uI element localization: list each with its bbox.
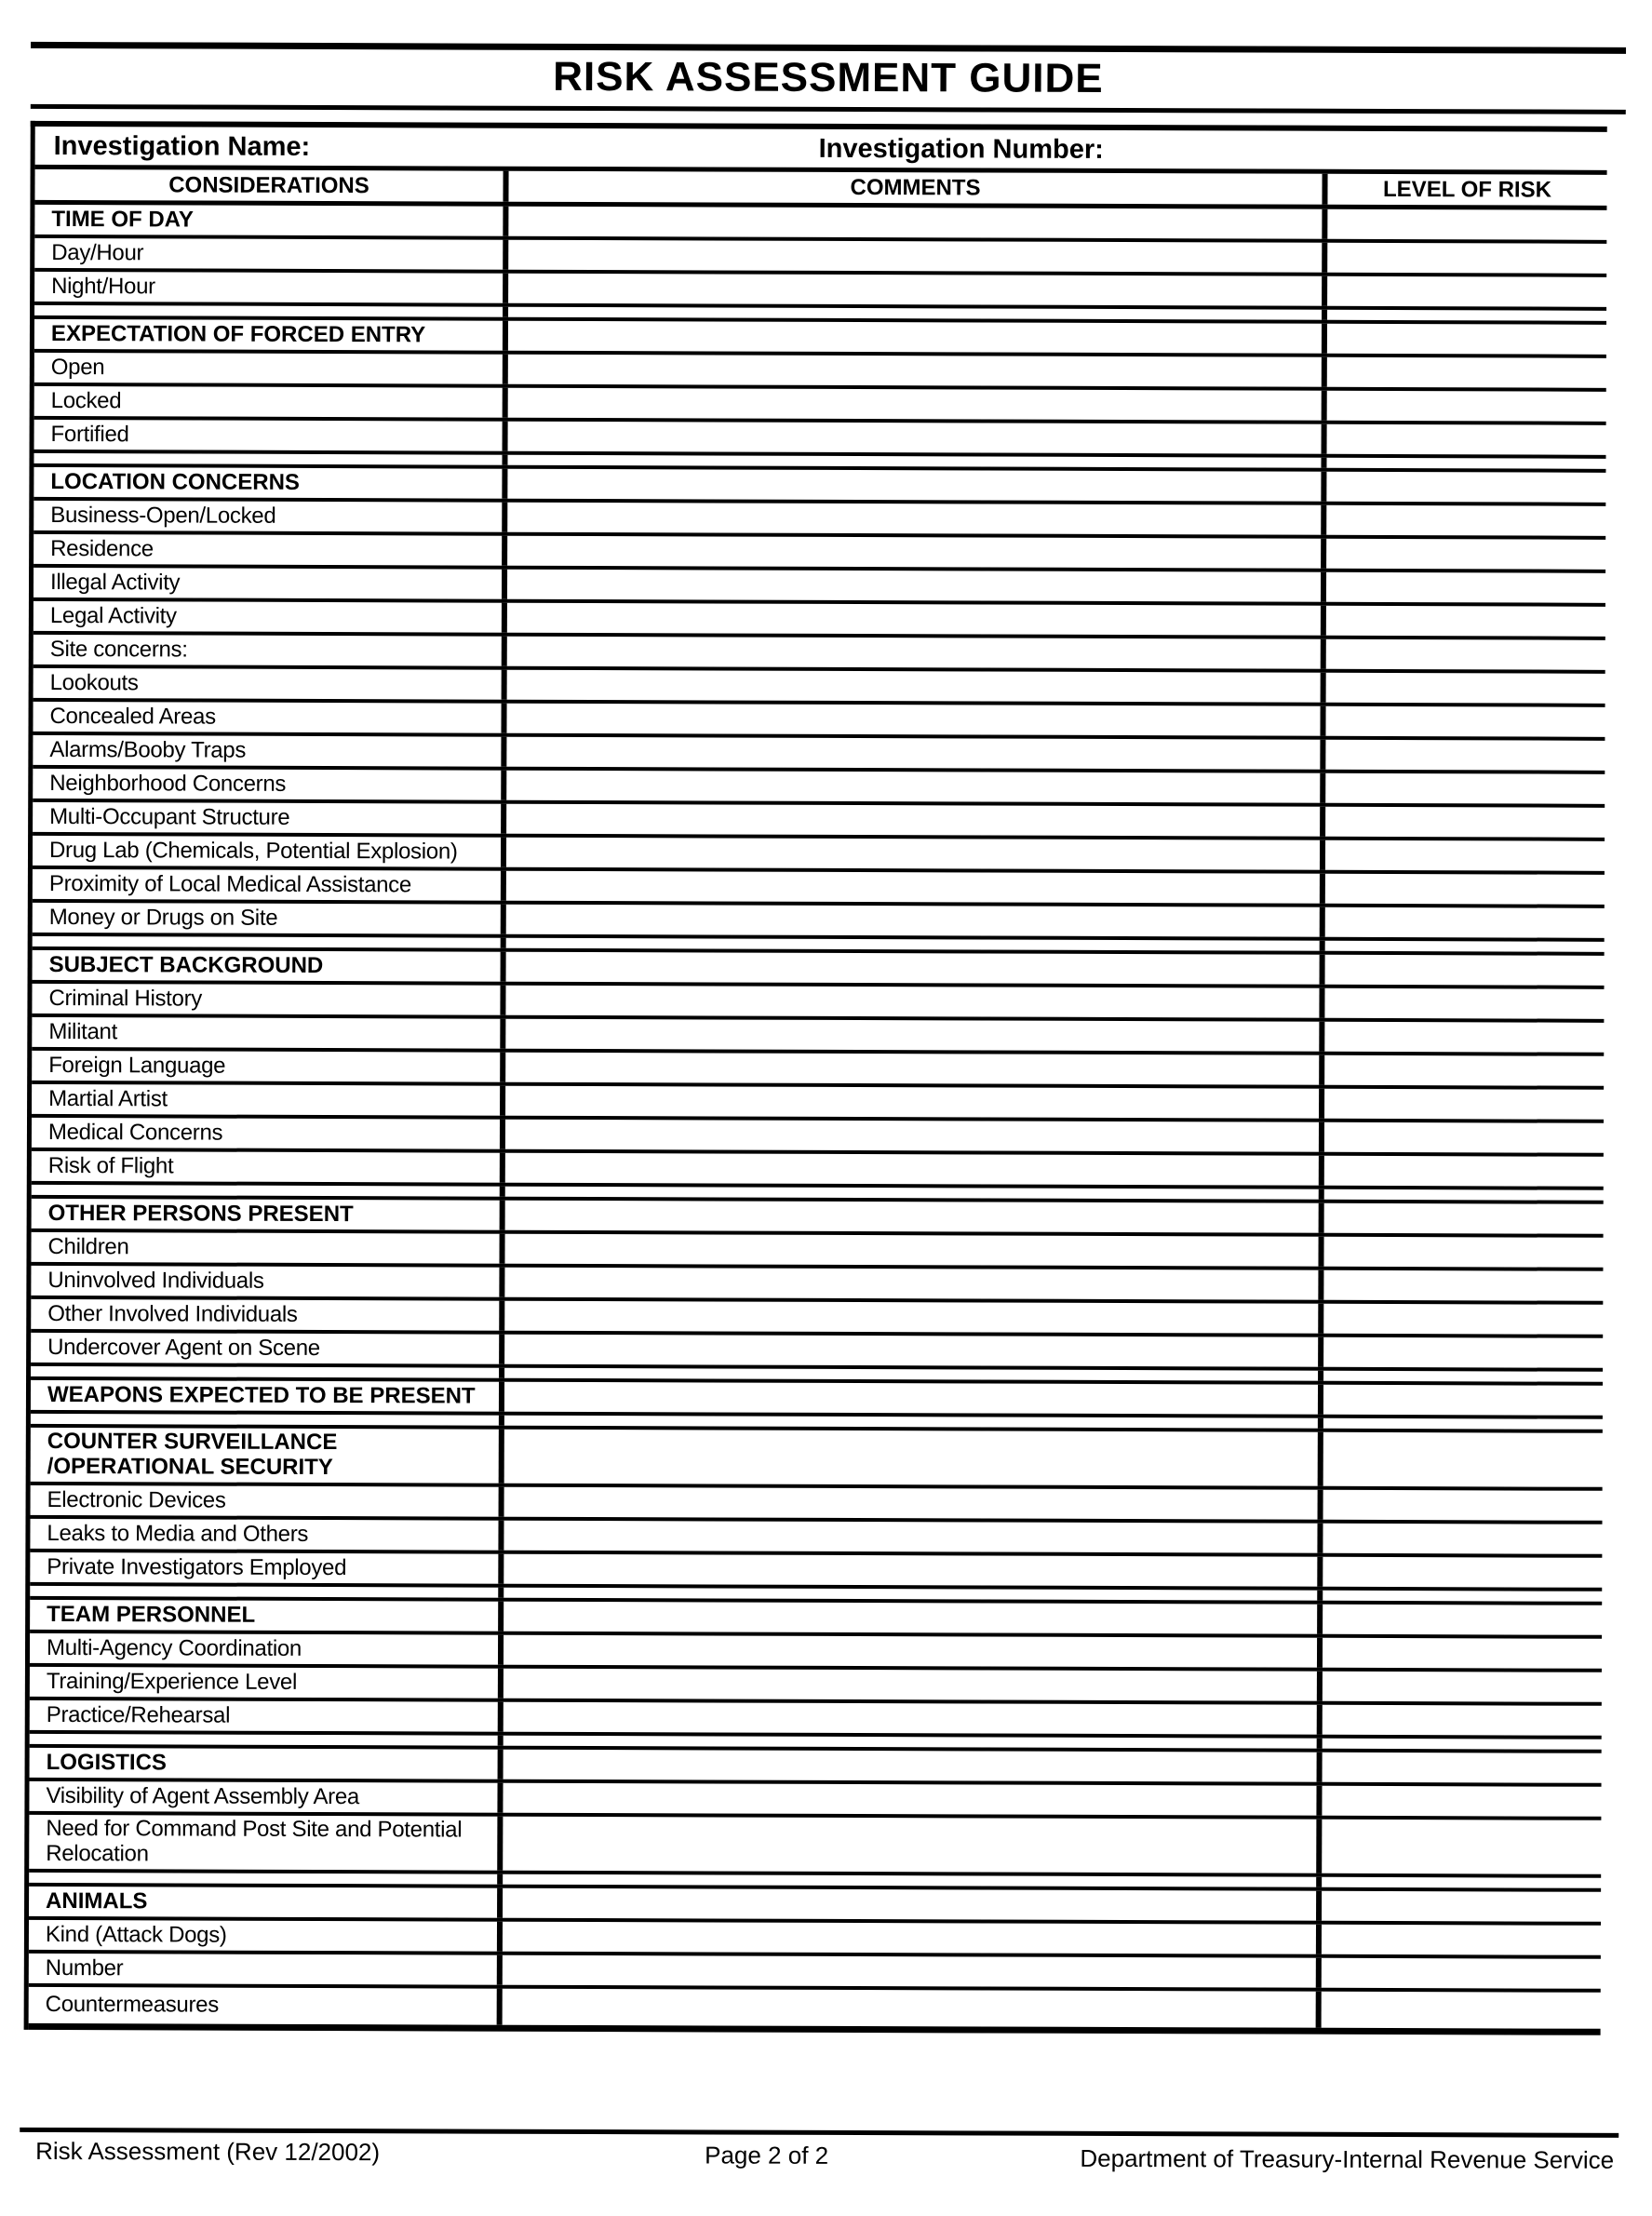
level-of-risk-cell [1326, 673, 1605, 704]
section-row [30, 1748, 1602, 1787]
considerations-label: Site concerns: [49, 636, 188, 663]
considerations-cell [30, 1734, 504, 1746]
considerations-label: Visibility of Agent Assembly Area [46, 1782, 360, 1809]
considerations-cell [31, 1266, 504, 1297]
investigation-row [35, 127, 1607, 175]
comments-cell [504, 1268, 1323, 1300]
considerations-cell [32, 1017, 505, 1049]
considerations-cell [34, 568, 507, 599]
item-row [29, 1815, 1601, 1878]
comments-cell [504, 1368, 1323, 1381]
level-of-risk-cell [1327, 276, 1606, 307]
considerations-cell [34, 467, 507, 499]
comments-cell [507, 469, 1326, 502]
comments-cell [508, 307, 1327, 320]
level-of-risk-cell [1324, 1189, 1604, 1201]
section-row [34, 467, 1605, 506]
considerations-label: Uninvolved Individuals [47, 1267, 264, 1294]
comments-cell [505, 986, 1324, 1018]
considerations-label: Fortified [50, 421, 129, 447]
considerations-cell [31, 1299, 504, 1331]
level-of-risk-cell [1325, 840, 1605, 871]
level-of-risk-cell [1327, 391, 1606, 422]
level-of-risk-cell [1323, 1385, 1603, 1416]
considerations-label: Medical Concerns [47, 1119, 223, 1146]
comments-cell [506, 704, 1325, 736]
comments-cell [505, 1153, 1324, 1186]
considerations-cell [32, 1151, 505, 1183]
level-of-risk-cell [1324, 1156, 1604, 1187]
considerations-cell [31, 1333, 504, 1364]
comments-cell [507, 603, 1326, 636]
item-row [29, 1920, 1601, 1959]
comments-cell [508, 388, 1327, 421]
level-of-risk-cell [1327, 209, 1606, 240]
comments-cell [506, 838, 1325, 870]
considerations-label: Leaks to Media and Others [47, 1520, 309, 1547]
level-of-risk-cell [1322, 1925, 1601, 1955]
level-of-risk-cell [1324, 1089, 1604, 1120]
item-row [34, 501, 1605, 540]
level-of-risk-cell [1323, 1432, 1603, 1487]
comments-cell [504, 1487, 1323, 1520]
considerations-cell [34, 668, 507, 700]
level-of-risk-cell [1326, 539, 1605, 570]
comments-cell [505, 1053, 1324, 1085]
considerations-cell [34, 420, 508, 451]
comments-cell [508, 321, 1327, 354]
considerations-cell [29, 1873, 503, 1885]
considerations-cell [31, 1485, 504, 1517]
item-row [33, 869, 1605, 908]
level-of-risk-cell [1323, 1753, 1602, 1783]
considerations-cell [33, 950, 506, 982]
comments-cell [503, 1783, 1322, 1816]
comments-cell [504, 1736, 1323, 1749]
considerations-label: Undercover Agent on Scene [47, 1334, 320, 1361]
considerations-cell [30, 1667, 504, 1699]
considerations-label: TIME OF DAY [51, 206, 194, 233]
considerations-cell [30, 1600, 504, 1632]
level-of-risk-cell [1326, 472, 1605, 503]
footer-agency: Department of Treasury-Internal Revenue Service [1080, 2143, 1615, 2174]
footer-rule [20, 2128, 1618, 2138]
level-of-risk-cell [1327, 243, 1606, 274]
section-row [33, 950, 1605, 989]
considerations-cell [33, 869, 506, 901]
comments-cell [508, 422, 1327, 454]
considerations-label: Foreign Language [48, 1052, 226, 1079]
considerations-label: LOGISTICS [46, 1749, 167, 1775]
considerations-cell [30, 1552, 504, 1584]
considerations-cell [30, 1519, 504, 1551]
considerations-cell [34, 319, 508, 351]
item-row [34, 568, 1605, 607]
level-of-risk-cell [1325, 874, 1605, 905]
level-of-risk-cell [1324, 988, 1604, 1019]
considerations-cell [32, 984, 505, 1015]
section-row [34, 319, 1606, 358]
considerations-label: Criminal History [48, 985, 203, 1012]
comments-cell [506, 771, 1325, 803]
comments-cell [507, 637, 1326, 669]
investigation-name-label: Investigation Name: [53, 130, 311, 162]
considerations-cell [30, 1748, 504, 1780]
considerations-label: Risk of Flight [47, 1152, 174, 1179]
page-title: RISK ASSESSMENT GUIDE [553, 53, 1104, 101]
considerations-cell [31, 1232, 504, 1264]
considerations-label: COUNTER SURVEILLANCE /OPERATIONAL SECURITY [47, 1429, 338, 1481]
item-row [30, 1700, 1602, 1739]
comments-cell [506, 938, 1325, 951]
considerations-label: SUBJECT BACKGROUND [48, 951, 324, 978]
level-of-risk-cell [1322, 1958, 1601, 1989]
level-of-risk-cell [1323, 1237, 1603, 1268]
comments-cell [503, 1817, 1322, 1874]
considerations-label: Martial Artist [48, 1085, 168, 1111]
level-of-risk-cell [1323, 1672, 1602, 1702]
considerations-cell [33, 936, 506, 948]
considerations-label: Lookouts [49, 669, 139, 695]
item-row [33, 769, 1605, 808]
level-of-risk-cell [1323, 1739, 1602, 1750]
considerations-cell [29, 1920, 503, 1952]
comments-cell [503, 1922, 1322, 1954]
section-row [29, 1887, 1601, 1926]
level-of-risk-cell [1325, 907, 1605, 938]
level-of-risk-cell [1322, 1877, 1601, 1888]
level-of-risk-cell [1323, 1490, 1603, 1521]
item-row [30, 1667, 1602, 1706]
item-row [32, 984, 1604, 1023]
column-header-row [34, 169, 1606, 210]
considerations-label: WEAPONS EXPECTED TO BE PRESENT [47, 1381, 476, 1409]
comments-cell [505, 1019, 1324, 1052]
comments-cell [508, 207, 1327, 239]
item-row [34, 534, 1605, 573]
considerations-label: Legal Activity [49, 602, 177, 629]
considerations-label: Children [47, 1233, 129, 1259]
comments-cell [503, 1874, 1322, 1887]
comments-cell [504, 1335, 1323, 1367]
considerations-cell [34, 353, 508, 384]
considerations-cell [29, 1954, 503, 1985]
considerations-label: Night/Hour [51, 273, 155, 299]
considerations-label: Countermeasures [45, 1992, 220, 2018]
considerations-label: OTHER PERSONS PRESENT [47, 1200, 354, 1227]
item-row [34, 635, 1605, 674]
considerations-cell [33, 769, 506, 800]
considerations-label: Locked [50, 387, 122, 413]
item-row [34, 272, 1606, 311]
considerations-label: ANIMALS [46, 1887, 148, 1914]
item-row [34, 238, 1606, 277]
considerations-cell [34, 205, 508, 236]
considerations-label: Alarms/Booby Traps [49, 736, 247, 763]
item-row [32, 1118, 1604, 1157]
considerations-label: Multi-Occupant Structure [49, 803, 290, 830]
level-of-risk-cell [1327, 310, 1606, 321]
considerations-cell [33, 702, 506, 733]
considerations-cell [30, 1586, 504, 1598]
level-of-risk-cell [1325, 941, 1605, 952]
item-row [30, 1633, 1602, 1672]
footer-page-number: Page 2 of 2 [705, 2141, 829, 2169]
table-body [29, 205, 1607, 2035]
column-header-considerations: CONSIDERATIONS [34, 169, 508, 202]
risk-assessment-table [24, 121, 1607, 2035]
comments-cell [504, 1602, 1323, 1634]
level-of-risk-cell [1325, 740, 1605, 771]
considerations-cell [29, 1781, 503, 1813]
considerations-cell [32, 1199, 505, 1230]
item-row [34, 420, 1606, 459]
item-row [33, 903, 1605, 942]
section-row [31, 1380, 1603, 1419]
comments-cell [505, 1086, 1324, 1119]
level-of-risk-cell [1326, 572, 1605, 603]
considerations-cell [34, 635, 507, 666]
comments-cell [504, 1635, 1323, 1668]
item-row [33, 735, 1605, 774]
comments-cell [508, 355, 1327, 387]
level-of-risk-cell [1326, 458, 1605, 469]
considerations-label: TEAM PERSONNEL [47, 1601, 256, 1628]
comments-cell [503, 1888, 1322, 1921]
item-row [32, 1017, 1604, 1056]
section-row [30, 1600, 1602, 1639]
level-of-risk-cell [1323, 1638, 1602, 1669]
considerations-label: EXPECTATION OF FORCED ENTRY [50, 320, 426, 347]
considerations-label: Neighborhood Concerns [49, 770, 287, 797]
comments-cell [504, 1702, 1323, 1735]
item-row [31, 1333, 1603, 1372]
considerations-cell [29, 1887, 503, 1918]
considerations-label: Multi-Agency Coordination [46, 1634, 302, 1661]
level-of-risk-cell [1323, 1591, 1602, 1602]
considerations-cell [32, 1051, 505, 1082]
level-of-risk-cell [1325, 706, 1605, 737]
item-row [31, 1266, 1603, 1305]
considerations-cell [33, 836, 506, 867]
comments-cell [506, 737, 1325, 770]
considerations-cell [34, 386, 508, 418]
considerations-cell [29, 1815, 503, 1871]
considerations-label: Business-Open/Locked [50, 502, 276, 529]
level-of-risk-cell [1326, 505, 1605, 536]
considerations-cell [31, 1414, 504, 1426]
considerations-cell [33, 903, 506, 934]
item-row [31, 1485, 1603, 1524]
comments-cell [504, 1588, 1323, 1601]
considerations-label: Drug Lab (Chemicals, Potential Explosion) [48, 837, 458, 865]
considerations-label: Money or Drugs on Site [48, 904, 278, 931]
item-row [30, 1552, 1602, 1591]
item-row [33, 802, 1605, 841]
item-row [34, 601, 1605, 640]
considerations-cell [32, 1084, 505, 1116]
considerations-cell [34, 534, 507, 566]
considerations-label: Other Involved Individuals [47, 1300, 298, 1327]
considerations-cell [34, 238, 508, 270]
level-of-risk-cell [1322, 1786, 1601, 1817]
considerations-label: Residence [50, 535, 154, 561]
comments-cell [504, 1430, 1323, 1486]
item-row [29, 1781, 1601, 1820]
level-of-risk-cell [1327, 424, 1606, 455]
comments-cell [508, 240, 1327, 273]
level-of-risk-cell [1324, 1055, 1604, 1086]
considerations-label: Training/Experience Level [46, 1668, 298, 1695]
comments-cell [504, 1750, 1323, 1782]
item-row [34, 386, 1606, 425]
considerations-label: Concealed Areas [49, 703, 216, 730]
comments-cell [503, 1989, 1322, 2028]
considerations-cell [29, 1987, 503, 2025]
level-of-risk-cell [1326, 606, 1605, 637]
comments-cell [504, 1554, 1323, 1587]
level-of-risk-cell [1322, 1891, 1601, 1922]
considerations-label: Militant [48, 1018, 118, 1044]
comments-cell [508, 274, 1327, 306]
comments-cell [504, 1416, 1323, 1429]
comments-cell [506, 871, 1325, 904]
considerations-cell [30, 1700, 504, 1732]
level-of-risk-cell [1327, 324, 1606, 355]
level-of-risk-cell [1326, 639, 1605, 670]
comments-cell [506, 952, 1325, 985]
item-row [32, 1151, 1604, 1190]
level-of-risk-cell [1327, 357, 1606, 388]
title-box [31, 42, 1626, 114]
level-of-risk-cell [1322, 1820, 1601, 1874]
investigation-number-label: Investigation Number: [818, 133, 1104, 165]
comments-cell [507, 536, 1326, 569]
considerations-cell [34, 453, 507, 465]
level-of-risk-cell [1323, 1418, 1603, 1430]
item-row [29, 1987, 1601, 2035]
item-row [33, 702, 1605, 741]
footer [20, 2137, 1618, 2176]
item-row [32, 1084, 1604, 1123]
level-of-risk-cell [1323, 1557, 1602, 1588]
item-row [30, 1519, 1602, 1558]
considerations-cell [33, 735, 506, 767]
considerations-cell [31, 1366, 504, 1378]
level-of-risk-cell [1324, 1122, 1604, 1153]
comments-cell [506, 804, 1325, 837]
comments-cell [504, 1301, 1323, 1334]
comments-cell [505, 1201, 1324, 1233]
level-of-risk-cell [1323, 1337, 1603, 1368]
considerations-label: Number [45, 1954, 124, 1981]
considerations-cell [33, 802, 506, 834]
considerations-label: Need for Command Post Site and Potential Relocation [46, 1816, 463, 1867]
considerations-cell [34, 272, 508, 303]
considerations-cell [34, 501, 507, 532]
comments-cell [506, 905, 1325, 937]
section-row [34, 205, 1606, 244]
comments-cell [504, 1234, 1323, 1267]
level-of-risk-cell [1324, 1203, 1604, 1234]
section-row [31, 1428, 1603, 1491]
considerations-label: Kind (Attack Dogs) [45, 1921, 227, 1948]
considerations-label: Illegal Activity [49, 569, 181, 596]
considerations-label: Proximity of Local Medical Assistance [48, 870, 412, 897]
comments-cell [504, 1521, 1323, 1553]
considerations-label: Electronic Devices [47, 1486, 226, 1513]
considerations-cell [30, 1633, 504, 1665]
level-of-risk-cell [1325, 955, 1605, 986]
considerations-cell [32, 1118, 505, 1149]
item-row [31, 1232, 1603, 1271]
comments-cell [505, 1120, 1324, 1152]
considerations-label: Private Investigators Employed [47, 1553, 347, 1580]
comments-cell [507, 455, 1326, 468]
footer-form-id: Risk Assessment (Rev 12/2002) [35, 2136, 381, 2167]
comments-cell [505, 1187, 1324, 1200]
level-of-risk-cell [1323, 1304, 1603, 1335]
item-row [34, 668, 1605, 707]
comments-cell [507, 503, 1326, 535]
comments-cell [507, 570, 1326, 602]
item-row [32, 1051, 1604, 1090]
considerations-cell [31, 1380, 504, 1412]
level-of-risk-cell [1323, 1705, 1602, 1736]
considerations-label: Open [50, 354, 105, 380]
considerations-cell [32, 1185, 505, 1197]
level-of-risk-cell [1323, 1371, 1603, 1382]
level-of-risk-cell [1323, 1524, 1602, 1554]
item-row [33, 836, 1605, 875]
considerations-cell [31, 1428, 504, 1484]
considerations-label: Day/Hour [51, 239, 144, 265]
item-row [29, 1954, 1601, 1993]
comments-cell [504, 1382, 1323, 1415]
level-of-risk-cell [1322, 1992, 1601, 2029]
item-row [31, 1299, 1603, 1338]
considerations-label: LOCATION CONCERNS [50, 468, 301, 495]
level-of-risk-cell [1325, 807, 1605, 838]
column-header-level-of-risk: LEVEL OF RISK [1382, 176, 1552, 203]
comments-cell [504, 1669, 1323, 1701]
section-row [32, 1199, 1604, 1238]
item-row [34, 353, 1606, 392]
level-of-risk-cell [1323, 1270, 1603, 1301]
considerations-cell [34, 601, 507, 633]
comments-cell [503, 1955, 1322, 1988]
level-of-risk-cell [1325, 773, 1605, 804]
considerations-cell [34, 305, 508, 317]
level-of-risk-cell [1323, 1605, 1602, 1635]
column-header-comments: COMMENTS [508, 171, 1327, 205]
considerations-label: Practice/Rehearsal [46, 1701, 231, 1728]
comments-cell [507, 670, 1326, 703]
level-of-risk-cell [1324, 1022, 1604, 1053]
